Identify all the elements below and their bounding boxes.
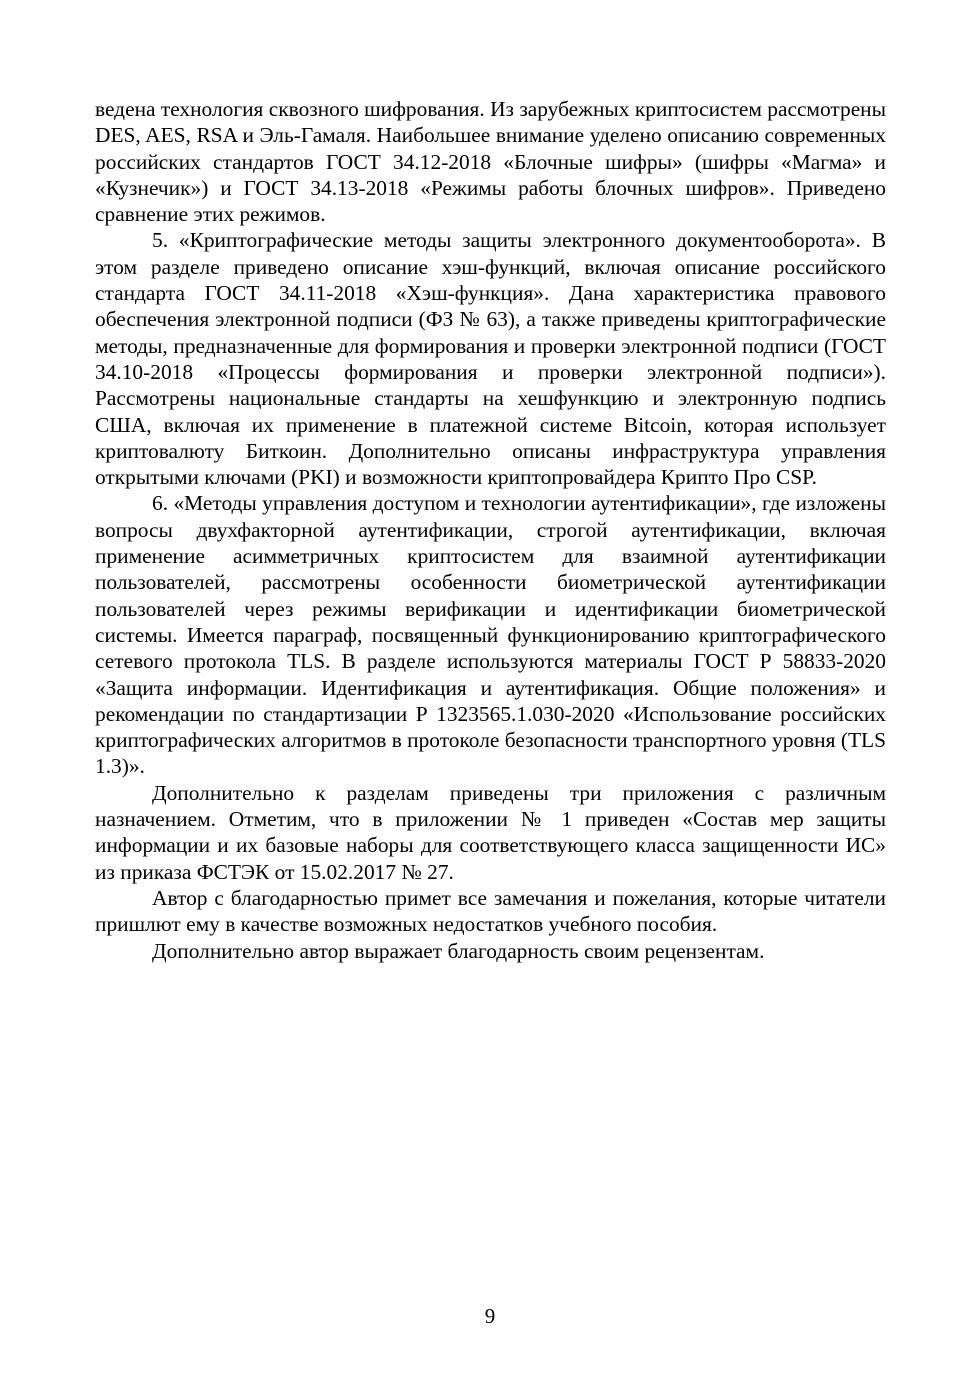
document-body: [95, 96, 886, 964]
paragraph-acknowledgment: Дополнительно автор выражает благодарность своим рецензентам.: [152, 938, 765, 963]
page-number: 9: [484, 1304, 496, 1328]
paragraph-section-6: 6. «Методы управления доступом и технологии аутентификации», где изложены вопросы двухфакторной аутентификации, строгой аутентификации, включая применение асимметричных криптосистем для взаимной аутентификации пользователей, рассмотрены особенности биометрической аутентификации пользователей через режимы верификации и идентификации биометрической системы. Имеется параграф, посвященный функционированию криптографического сетевого протокола TLS. В разделе используются материалы ГОСТ Р 58833-2020 «Защита информации. Идентификация и аутентификация. Общие положения» и рекомендации по стандартизации Р 1323565.1.030-2020 «Использование российских криптографических алгоритмов в протоколе безопасности транспортного уровня (TLS 1.3)».: [95, 491, 886, 779]
paragraph-continuation: ведена технология сквозного шифрования. Из зарубежных криптосистем рассмотрены DES, AES, RSA и Эль-Гамаля. Наибольшее внимание уделено описанию современных российских стандартов ГОСТ 34.12-2018 «Блочные шифры» (шифры «Магма» и «Кузнечик») и ГОСТ 34.13-2018 «Режимы работы блочных шифров». Приведено сравнение этих режимов.: [95, 97, 887, 227]
paragraph-feedback: Автор с благодарностью примет все замечания и пожелания, которые читатели пришлют ему в качестве возможных недостатков учебного пособия.: [95, 885, 886, 937]
paragraph-section-5: 5. «Криптографические методы защиты электронного документооборота». В этом разделе приведено описание хэш-функций, включая описание российского стандарта ГОСТ 34.11-2018 «Хэш-функция». Дана характеристика правового обеспечения электронной подписи (ФЗ № 63), а также приведены криптографические методы, предназначенные для формирования и проверки электронной подписи (ГОСТ 34.10-2018 «Процессы формирования и проверки электронной подписи»). Рассмотрены национальные стандарты на хешфункцию и электронную подпись США, включая их применение в платежной системе Bitcoin, которая использует криптовалюту Биткоин. Дополнительно описаны инфраструктура управления открытыми ключами (PKI) и возможности криптопровайдера Крипто Про CSP.: [95, 228, 886, 490]
paragraph-appendices: Дополнительно к разделам приведены три приложения с различным назначением. Отметим, что в приложении № 1 приведен «Состав мер защиты информации и их базовые наборы для соответствующего класса защищенности ИС» из приказа ФСТЭК от 15.02.2017 № 27.: [95, 780, 886, 884]
